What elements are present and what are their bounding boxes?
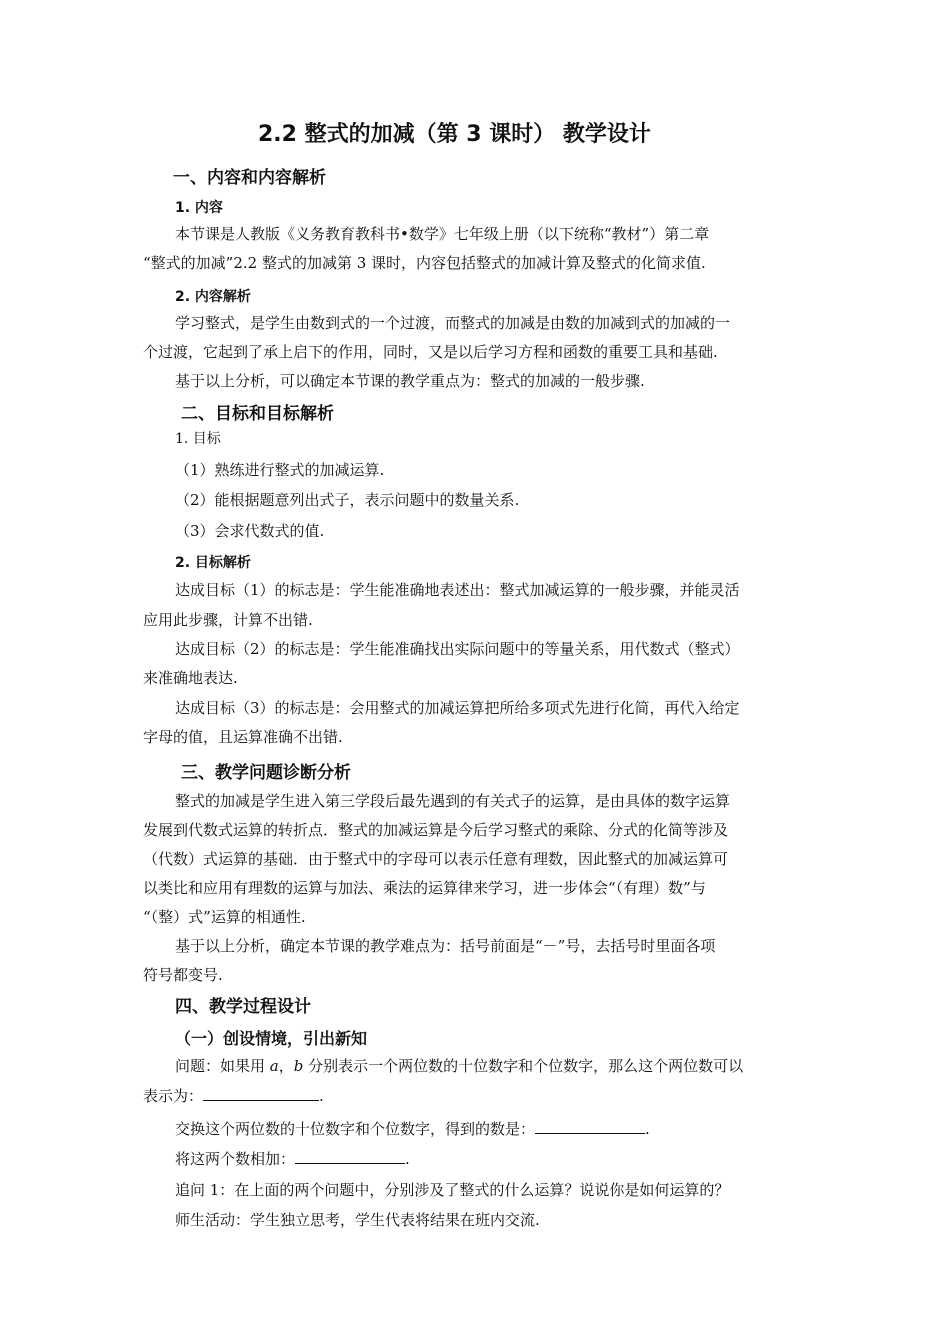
section-heading-1: 一、内容和内容解析 [173,168,326,188]
paragraph-line: “（整）式”运算的相通性. [143,908,306,926]
goal-item: （3）会求代数式的值. [175,522,325,540]
answer-blank-3 [295,1149,405,1164]
paragraph-line: 字母的值，且运算准确不出错. [143,728,343,746]
question-line: 表示为： . [143,1087,324,1105]
paragraph-line: 来准确地表达. [143,669,238,687]
paragraph-line: 达成目标（1）的标志是：学生能准确地表述出：整式加减运算的一般步骤，并能灵活 [175,581,740,599]
answer-blank-1 [203,1086,319,1101]
paragraph-line: 发展到代数式运算的转折点．整式的加减运算是今后学习整式的乘除、分式的化简等涉及 [143,821,729,839]
teacher-student-activity: 师生活动：学生独立思考，学生代表将结果在班内交流. [175,1211,540,1229]
variable-a: a [269,1057,279,1075]
subheading-goals: 1. 目标 [175,431,221,447]
add-line: 将这两个数相加： . [175,1150,410,1168]
question-label: 问题： [175,1057,221,1075]
paragraph-line: 以类比和应用有理数的运算与加法、乘法的运算律来学习，进一步体会“（有理）数”与 [143,879,706,897]
subheading-content-analysis: 2. 内容解析 [175,289,251,305]
subheading-create-context: （一）创设情境，引出新知 [175,1029,368,1048]
section-heading-3: 三、教学问题诊断分析 [181,763,351,783]
goal-item: （2）能根据题意列出式子，表示问题中的数量关系. [175,491,520,509]
paragraph-line: 整式的加减是学生进入第三学段后最先遇到的有关式子的运算，是由具体的数字运算 [175,792,731,810]
goal-item: （1）熟练进行整式的加减运算. [175,461,385,479]
follow-up-label: 追问 1： [175,1181,235,1199]
swap-line: 交换这个两位数的十位数字和个位数字，得到的数是： . [175,1120,650,1138]
paragraph-line: （代数）式运算的基础．由于整式中的字母可以表示任意有理数，因此整式的加减运算可 [143,850,729,868]
paragraph-line: “整式的加减”2.2 整式的加减第 3 课时，内容包括整式的加减计算及整式的化简求值. [143,254,706,272]
section-heading-2: 二、目标和目标解析 [181,404,334,424]
document-title: 2.2 整式的加减（第 3 课时） 教学设计 [258,122,651,147]
paragraph-line: 达成目标（3）的标志是：会用整式的加减运算把所给多项式先进行化简，再代入给定 [175,699,740,717]
follow-up-question: 追问 1：在上面的两个问题中，分别涉及了整式的什么运算？说说你是如何运算的？ [175,1181,730,1199]
paragraph-line: 基于以上分析，确定本节课的教学难点为：括号前面是“－”号，去括号时里面各项 [175,937,716,955]
variable-b: b [293,1057,304,1075]
paragraph-line: 个过渡，它起到了承上启下的作用，同时，又是以后学习方程和函数的重要工具和基础. [143,343,718,361]
section-heading-4: 四、教学过程设计 [175,997,311,1017]
paragraph-line: 达成目标（2）的标志是：学生能准确找出实际问题中的等量关系，用代数式（整式） [175,640,740,658]
paragraph-line: 符号都变号. [143,966,223,984]
subheading-content: 1. 内容 [175,200,223,216]
paragraph-line: 学习整式，是学生由数到式的一个过渡，而整式的加减是由数的加减到式的加减的一 [175,314,731,332]
paragraph-line: 本节课是人教版《义务教育教科书•数学》七年级上册（以下统称“教材”）第二章 [175,225,710,243]
subheading-goal-analysis: 2. 目标解析 [175,555,251,571]
question-line: 问题：如果用 a，b 分别表示一个两位数的十位数字和个位数字，那么这个两位数可以 [175,1057,744,1075]
paragraph-line: 应用此步骤，计算不出错. [143,611,313,629]
paragraph-line: 基于以上分析，可以确定本节课的教学重点为：整式的加减的一般步骤. [175,372,645,390]
answer-blank-2 [535,1119,645,1134]
